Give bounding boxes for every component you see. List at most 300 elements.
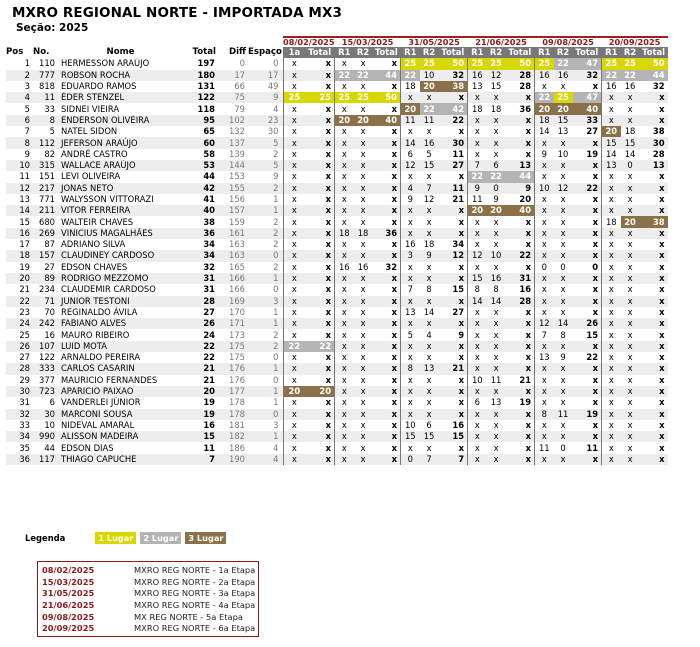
round-2-total-cell: x — [391, 329, 398, 340]
rider-number: 6 — [49, 397, 55, 408]
rider-space: 0 — [273, 352, 279, 363]
round-2-race-2-cell: 18 — [354, 228, 373, 239]
round-5-race-1-cell: 13 — [535, 352, 554, 363]
round-5-race-2-cell: x — [560, 194, 566, 204]
round-3-race-2-cell: 5 — [426, 148, 432, 159]
round-2-race-1-cell: x — [335, 81, 354, 92]
round-2-race-1-cell: x — [335, 58, 354, 69]
round-4-race-2-cell: x — [487, 409, 506, 420]
round-3-race-1-cell: x — [401, 386, 420, 397]
round-1-total-cell: x — [305, 205, 334, 216]
rider-total: 19 — [182, 409, 218, 420]
round-6-race-2-cell: x — [621, 115, 640, 126]
round-5-race-1-cell: x — [535, 307, 554, 318]
round-3-race-2-cell: 4 — [426, 329, 432, 340]
rider-position: 27 — [19, 352, 30, 363]
event-item — [38, 588, 258, 600]
round-3-race-2-cell: x — [426, 397, 432, 408]
round-5-race-1-cell: x — [535, 81, 554, 92]
round-1-total-cell: x — [305, 454, 334, 465]
rider-space: 2 — [248, 228, 283, 239]
rider-number: 82 — [44, 148, 55, 159]
round-3-race-1-cell: x — [401, 216, 420, 227]
round-date-4: 21/06/2025 — [468, 37, 535, 47]
rider-space: 1 — [273, 194, 279, 204]
round-3-total-cell: x — [458, 374, 465, 385]
rider-name: REGINALDO ÁVILA — [61, 306, 138, 317]
round-5-total-cell: x — [592, 397, 599, 408]
round-3-race-1-cell: 13 — [401, 307, 420, 318]
event-item — [38, 577, 258, 589]
round-3-total-cell: 22 — [439, 115, 468, 126]
season-label: Seção: 2025 — [16, 22, 89, 34]
round-3-race-2-cell: x — [426, 216, 432, 227]
round-5-race-2-cell: 22 — [554, 58, 573, 69]
round-1-race-1-cell: x — [283, 70, 305, 81]
round-2-total-cell: x — [373, 137, 401, 148]
round-3-total-cell: 12 — [439, 250, 468, 261]
round-2-total-cell: x — [373, 250, 401, 261]
round-4-race-2-cell: x — [493, 306, 499, 317]
round-2-total-cell: x — [391, 81, 398, 92]
round-6-race-1-cell: x — [602, 341, 621, 352]
round-3-total-cell: x — [458, 397, 465, 408]
round-3-total-cell: x — [458, 261, 465, 272]
round-3-race-2-cell: 18 — [423, 239, 435, 250]
rider-number: 30 — [30, 409, 59, 420]
round-4-race-2-cell: 13 — [490, 397, 502, 408]
round-2-total-cell: x — [391, 419, 398, 430]
round-5-race-1-cell: x — [535, 454, 554, 465]
round-6-race-2-cell: x — [621, 341, 640, 352]
round-6-total-cell: x — [659, 374, 665, 385]
rider-space: 1 — [248, 318, 283, 329]
round-4-race-2-cell: x — [487, 115, 506, 126]
round-1-race-1-cell: x — [283, 183, 305, 194]
round-3-total-cell: 11 — [452, 148, 465, 159]
round-2-race-1-cell: 18 — [335, 228, 354, 239]
round-3-race-2-cell: 10 — [420, 70, 439, 81]
rider-name: ADRIANO SILVA — [61, 239, 126, 250]
round-5-total-cell: x — [592, 374, 599, 385]
round-1-total-cell: x — [325, 284, 332, 295]
round-1-race-1-cell: x — [283, 352, 305, 363]
rider-total: 27 — [203, 306, 215, 317]
rider-diff: 173 — [229, 329, 245, 340]
round-6-race-2-cell: x — [627, 397, 633, 408]
rider-number: 217 — [30, 183, 59, 194]
rider-space: 2 — [273, 239, 279, 250]
round-2-race-1-cell: x — [335, 409, 354, 420]
round-5-total-cell: x — [573, 137, 602, 148]
rider-number: 87 — [44, 239, 55, 250]
round-date-5: 09/08/2025 — [535, 37, 602, 47]
round-1-race-1-cell: x — [283, 205, 305, 216]
rider-position: 21 — [19, 284, 30, 295]
round-2-total-cell: 50 — [373, 92, 401, 103]
round-6-race-2-cell: x — [621, 296, 640, 307]
round-3-race-1-cell: 15 — [401, 431, 420, 442]
rider-number: 107 — [30, 341, 59, 352]
round-2-total-cell: x — [391, 58, 398, 69]
round-4-race-2-cell: 0 — [487, 183, 506, 194]
rider-total: 24 — [203, 329, 215, 340]
round-2-total-cell: x — [373, 205, 401, 216]
round-6-race-1-cell: x — [602, 296, 621, 307]
round-6-total-cell: x — [640, 273, 668, 284]
round-3-race-1-cell: 11 — [401, 115, 420, 126]
rider-total: 11 — [203, 442, 215, 453]
round-6-total-cell: x — [640, 341, 668, 352]
round-4-total-cell: x — [506, 341, 535, 352]
round-1-race-1-cell: x — [283, 216, 305, 227]
round-6-total-cell: 38 — [640, 216, 668, 227]
round-1-race-1-cell: x — [283, 250, 305, 261]
round-2-total-cell: x — [373, 363, 401, 374]
round-4-race-2-cell: x — [493, 419, 499, 430]
round-4-total-cell: 21 — [519, 374, 532, 385]
round-3-race-1-cell: x — [401, 352, 420, 363]
rider-number: 11 — [30, 92, 59, 103]
round-4-race-1-cell: 15 — [468, 273, 487, 284]
legend-third-place: 3 Lugar — [185, 532, 226, 544]
round-5-race-1-cell: x — [535, 296, 554, 307]
round-5-race-2-cell: 15 — [554, 115, 573, 126]
round-2-total-cell: x — [373, 183, 401, 194]
round-3-race-2-cell: x — [426, 171, 432, 182]
round-1-race-1-cell: x — [283, 409, 305, 420]
rider-position: 19 — [19, 261, 30, 272]
table-row — [6, 409, 668, 420]
round-5-race-2-cell: x — [560, 374, 566, 385]
round-4-race-1-cell: 13 — [468, 81, 487, 92]
round-6-race-2-cell: x — [621, 409, 640, 420]
round-5-race-1-cell: 14 — [535, 126, 554, 137]
round-1-race-1-cell: 20 — [283, 386, 305, 397]
rider-diff: 178 — [229, 397, 245, 408]
round-3-race-1-cell: x — [401, 318, 420, 329]
round-4-race-2-cell: 6 — [487, 160, 506, 171]
event-date: 15/03/2025 — [42, 576, 95, 587]
rider-total: 34 — [182, 250, 218, 261]
rider-total: 26 — [182, 318, 218, 329]
round-2-race-2-cell: x — [354, 386, 373, 397]
rider-space: 1 — [273, 306, 279, 317]
table-row — [6, 216, 668, 227]
rider-diff: 139 — [229, 148, 245, 159]
round-2-total-cell: x — [391, 397, 398, 408]
round-1-total-cell: 20 — [305, 386, 334, 397]
rider-name: EDUARDO RAMOS — [61, 81, 137, 92]
rider-total: 21 — [182, 363, 218, 374]
rider-position: 23 — [19, 306, 30, 317]
round-5-race-1-cell: x — [535, 273, 554, 284]
table-row — [6, 194, 668, 205]
rider-position: 16 — [6, 228, 30, 239]
event-item — [38, 623, 258, 635]
table-row — [6, 92, 668, 103]
round-4-race-1-cell: 20 — [468, 205, 487, 216]
round-1-race-header: 1a — [283, 47, 305, 58]
round-5-race-2-cell: x — [554, 296, 573, 307]
round-6-total-cell: x — [659, 442, 665, 453]
rider-number: 27 — [44, 261, 55, 272]
round-4-race-1-cell: 11 — [468, 194, 487, 205]
rider-total: 31 — [182, 273, 218, 284]
round-3-race-2-cell: x — [426, 352, 432, 363]
table-row — [6, 126, 668, 137]
round-5-total-cell: x — [592, 171, 599, 182]
rider-diff: 175 — [229, 352, 245, 363]
rider-space: 9 — [273, 171, 279, 182]
round-4-total-cell: x — [506, 454, 535, 465]
round-1-total-cell: x — [325, 216, 332, 227]
rider-total: 19 — [203, 397, 215, 408]
round-2-race-2-cell: x — [354, 205, 373, 216]
round-3-race-2-cell: 13 — [420, 363, 439, 374]
round-4-race-2-cell: 12 — [487, 70, 506, 81]
round-3-total-cell: 16 — [452, 419, 465, 430]
round-6-total-cell: x — [659, 329, 665, 340]
rider-position: 22 — [6, 296, 30, 307]
round-4-race-2-cell: x — [487, 454, 506, 465]
round-1-race-1-cell: x — [283, 318, 305, 329]
rider-position: 28 — [6, 363, 30, 374]
table-row — [6, 284, 668, 295]
round-6-race-1-cell: x — [602, 420, 621, 431]
rider-name: APARICIO PAIXAO — [59, 386, 182, 397]
round-5-race-1-cell: 7 — [535, 329, 554, 340]
round-2-race-2-cell: x — [360, 216, 366, 227]
event-name: MXRO REG NORTE - 2a Etapa — [134, 576, 256, 587]
round-2-total-cell: x — [373, 160, 401, 171]
round-6-total-cell: 13 — [640, 160, 668, 171]
round-1-total-cell: x — [305, 115, 334, 126]
round-4-race-2-cell: 25 — [487, 58, 506, 69]
round-3-race-2-cell: 12 — [423, 194, 435, 204]
rider-total: 40 — [182, 205, 218, 216]
round-6-race-1-cell: x — [602, 194, 621, 205]
round-4-r2-header: R2 — [487, 47, 506, 58]
round-5-total-cell: x — [592, 239, 599, 250]
round-1-total-cell: x — [325, 397, 332, 408]
table-row — [6, 341, 668, 352]
round-2-race-2-cell: x — [354, 363, 373, 374]
round-6-race-2-cell: 0 — [621, 160, 640, 171]
round-6-race-1-cell: x — [602, 375, 621, 386]
round-1-total-cell: x — [305, 183, 334, 194]
round-3-race-2-cell: x — [426, 261, 432, 272]
round-6-race-1-cell: x — [602, 307, 621, 318]
round-2-race-1-cell: 20 — [335, 115, 354, 126]
rider-space: 9 — [248, 92, 283, 103]
round-2-race-2-cell: x — [360, 397, 366, 408]
round-4-race-2-cell: 15 — [490, 81, 502, 92]
round-2-total-cell: x — [391, 171, 398, 182]
round-6-race-1-cell: x — [602, 205, 621, 216]
round-3-race-2-cell: 22 — [420, 103, 439, 114]
table-row — [6, 363, 668, 374]
round-3-race-1-cell: x — [401, 409, 420, 420]
round-4-total-cell: 13 — [506, 160, 535, 171]
round-6-total-cell: x — [659, 261, 665, 272]
rider-space: 2 — [273, 216, 279, 227]
round-2-total-cell: 36 — [373, 228, 401, 239]
round-4-race-2-cell: 22 — [487, 171, 506, 182]
round-3-race-1-cell: x — [401, 273, 420, 284]
rider-diff: 170 — [229, 306, 245, 317]
round-5-race-2-cell: x — [554, 273, 573, 284]
round-4-race-1-cell: x — [468, 442, 487, 453]
rider-number: 16 — [44, 329, 55, 340]
round-2-race-2-cell: x — [360, 171, 366, 182]
round-4-race-1-cell: 10 — [468, 375, 487, 386]
round-2-race-1-cell: x — [335, 386, 354, 397]
rider-position: 5 — [24, 103, 30, 114]
round-6-race-2-cell: x — [621, 431, 640, 442]
round-2-race-2-cell: 16 — [357, 261, 369, 272]
round-3-total-cell: x — [458, 216, 465, 227]
round-4-race-1-cell: x — [468, 352, 487, 363]
rider-total: 28 — [182, 296, 218, 307]
round-5-total-cell: 32 — [573, 70, 602, 81]
table-row — [6, 273, 668, 284]
round-5-race-2-cell: x — [560, 171, 566, 182]
round-2-race-1-cell: x — [335, 171, 354, 182]
round-3-race-2-cell: 14 — [423, 306, 435, 317]
rider-position: 13 — [19, 194, 30, 204]
round-4-race-2-cell: x — [493, 126, 499, 137]
round-5-race-1-cell: 18 — [535, 115, 554, 126]
rider-name: ÉDER STENZEL — [59, 92, 182, 103]
rider-number: 10 — [44, 419, 55, 430]
round-4-race-2-cell: x — [487, 92, 506, 103]
round-5-total-cell: x — [592, 194, 599, 204]
round-4-race-1-cell: 18 — [468, 103, 487, 114]
round-5-total-cell: 19 — [573, 409, 602, 420]
round-1-race-1-cell: x — [283, 284, 305, 295]
round-4-race-1-cell: x — [468, 115, 487, 126]
rider-number: 70 — [44, 306, 55, 317]
rider-name: LUID MOTA — [59, 341, 182, 352]
table-row — [6, 149, 668, 160]
round-3-race-2-cell: x — [420, 409, 439, 420]
rider-total: 22 — [203, 352, 215, 363]
rider-position: 9 — [24, 148, 30, 159]
rider-space: 4 — [273, 442, 279, 453]
round-4-race-1-cell: 16 — [468, 70, 487, 81]
round-2-race-2-cell: x — [354, 273, 373, 284]
round-3-race-1-cell: 16 — [401, 239, 420, 250]
round-6-race-1-cell: x — [602, 92, 621, 103]
rider-name: ANDRÉ CASTRO — [61, 148, 128, 159]
round-5-race-2-cell: x — [560, 419, 566, 430]
rider-diff: 186 — [229, 442, 245, 453]
round-6-total-cell: 38 — [652, 126, 665, 137]
rider-position: 15 — [19, 216, 30, 227]
round-3-race-2-cell: x — [426, 126, 432, 137]
standings-body — [6, 58, 668, 465]
rider-diff: 159 — [229, 216, 245, 227]
round-5-total-cell: 15 — [586, 329, 599, 340]
round-1-race-1-cell: x — [283, 81, 305, 92]
round-6-total-cell: x — [659, 397, 665, 408]
round-1-race-1-cell: x — [283, 160, 305, 171]
round-5-total-cell: 47 — [573, 92, 602, 103]
round-2-race-2-cell: x — [360, 148, 366, 159]
table-row — [6, 205, 668, 216]
rider-space: 1 — [273, 397, 279, 408]
round-5-race-2-cell: x — [554, 363, 573, 374]
round-4-race-1-cell: 25 — [468, 58, 487, 69]
round-3-race-2-cell: x — [420, 228, 439, 239]
rider-number: 5 — [49, 126, 55, 137]
round-6-total-header: Total — [640, 47, 668, 58]
round-4-race-1-cell: 9 — [468, 183, 487, 194]
round-6-total-cell: x — [640, 409, 668, 420]
rider-name: VINICIUS MAGALHÃES — [59, 228, 182, 239]
round-6-race-1-cell: x — [602, 329, 621, 340]
round-6-race-1-cell: 25 — [602, 58, 621, 69]
rider-number: 89 — [30, 273, 59, 284]
round-2-race-2-cell: x — [360, 81, 366, 92]
rider-position: 36 — [6, 454, 30, 465]
rider-name: THIAGO CAPUCHE — [59, 454, 182, 465]
table-row — [6, 352, 668, 363]
rider-diff: 176 — [218, 363, 248, 374]
rider-position: 32 — [6, 409, 30, 420]
round-4-total-cell: 36 — [519, 103, 532, 114]
round-6-total-cell: x — [659, 194, 665, 204]
round-6-race-2-cell: x — [621, 92, 640, 103]
round-5-race-1-cell: 16 — [535, 70, 554, 81]
round-5-race-1-cell: x — [535, 363, 554, 374]
round-3-race-1-cell: 4 — [401, 183, 420, 194]
round-5-total-cell: x — [573, 160, 602, 171]
round-2-race-1-cell: x — [335, 239, 354, 250]
round-3-race-1-cell: x — [401, 397, 420, 408]
event-name: MXRO REG NORTE - 3a Etapa — [134, 588, 256, 599]
rider-position: 31 — [19, 397, 30, 408]
round-6-race-2-cell: x — [627, 171, 633, 182]
rider-diff: 161 — [218, 228, 248, 239]
round-4-race-1-cell: x — [468, 341, 487, 352]
rider-name: RODRIGO MEZZOMO — [59, 273, 182, 284]
round-1-race-1-cell: x — [283, 296, 305, 307]
round-5-total-cell: x — [573, 454, 602, 465]
rider-diff: 166 — [229, 284, 245, 295]
round-2-race-2-cell: x — [354, 341, 373, 352]
event-date: 21/06/2025 — [42, 600, 95, 611]
round-5-total-cell: x — [573, 228, 602, 239]
round-2-total-cell: x — [391, 374, 398, 385]
round-4-race-2-cell: x — [487, 341, 506, 352]
round-2-total-cell: x — [391, 194, 398, 204]
round-6-race-2-cell: x — [627, 329, 633, 340]
event-item — [38, 600, 258, 612]
table-row — [6, 103, 668, 114]
round-6-total-cell: 28 — [652, 148, 665, 159]
rider-position: 34 — [6, 431, 30, 442]
round-3-race-2-cell: x — [426, 374, 432, 385]
table-row — [6, 115, 668, 126]
rider-diff: 166 — [218, 273, 248, 284]
round-1-total-cell: x — [325, 126, 332, 137]
table-row — [6, 262, 668, 273]
round-3-race-2-cell: x — [420, 341, 439, 352]
round-3-total-cell: 15 — [439, 431, 468, 442]
round-3-race-1-cell: x — [401, 171, 420, 182]
